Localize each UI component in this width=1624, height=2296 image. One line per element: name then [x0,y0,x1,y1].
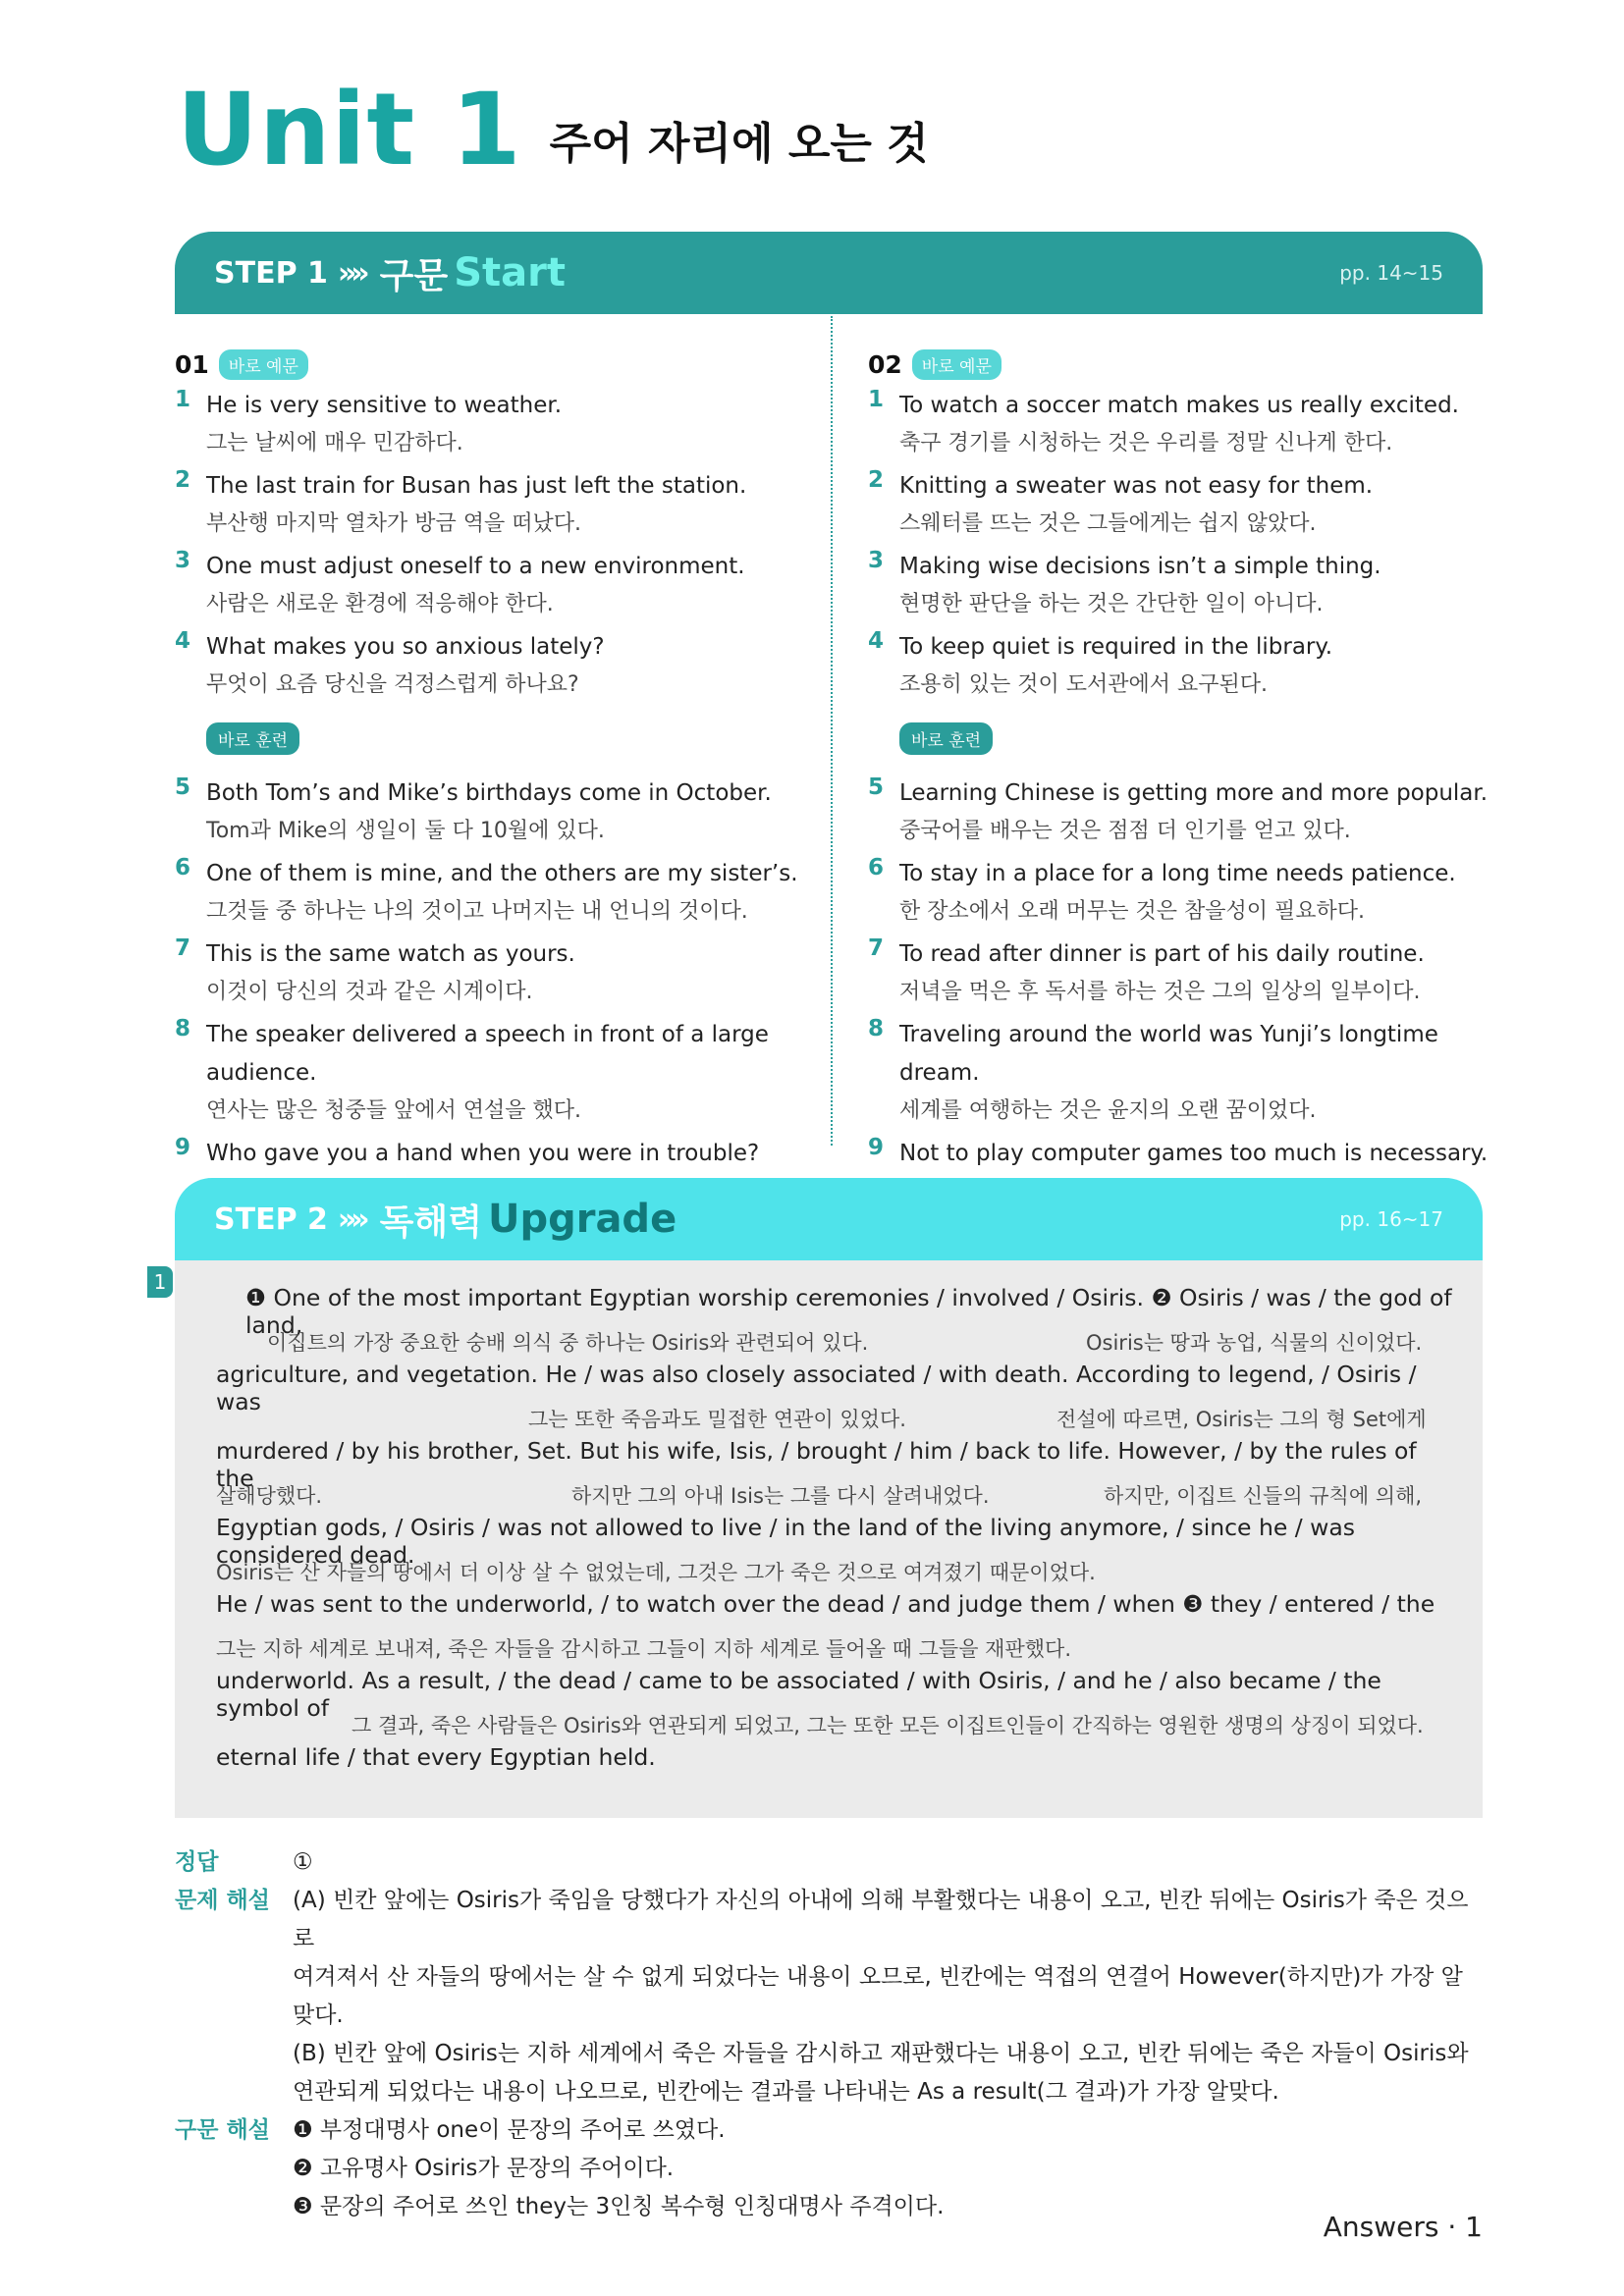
english-sentence: What makes you so anxious lately? [206,634,605,660]
korean-translation: 스웨터를 뜨는 것은 그들에게는 쉽지 않았다. [899,511,1317,536]
step2-en: Upgrade [487,1197,677,1242]
item-number: 9 [175,1135,191,1160]
step2-kr: 독해력 [379,1201,482,1243]
exercise-header [868,347,1496,381]
unit-title [177,72,929,188]
example-tag: 바로 예문 [912,349,1001,380]
example-item [175,628,803,703]
example-item [175,387,803,461]
passage-line: Egyptian gods, / Osiris / was not allowed to live / in the land of the living anymore, / since he / was considered dead. [216,1514,1356,1569]
syntax-line: ❶ 부정대명사 one이 문장의 주어로 쓰였다. [293,2117,726,2143]
item-number: 6 [175,855,191,881]
item-number: 2 [868,467,885,493]
passage-translation: 이집트의 가장 중요한 숭배 의식 중 하나는 Osiris와 관련되어 있다. [267,1331,869,1355]
example-item [868,548,1496,622]
passage-line: murdered / by his brother, Set. But his wife, Isis, / brought / him / back to life. However, / by the rules of the [216,1437,1417,1492]
item-number: 3 [868,548,885,573]
step2-label: STEP 2 [214,1201,328,1237]
item-number: 5 [868,774,885,800]
left-column [175,347,803,1209]
korean-translation: 그것들 중 하나는 나의 것이고 나머지는 내 언니의 것이다. [206,899,748,924]
english-sentence: One of them is mine, and the others are my sister’s. [206,861,798,886]
syntax-line: ❷ 고유명사 Osiris가 문장의 주어이다. [293,2156,675,2181]
example-item [175,935,803,1010]
english-sentence: Who gave you a hand when you were in trouble? [206,1141,760,1166]
answer-key-label: 정답 [175,1849,219,1875]
page-footer: Answers · 1 [1323,2211,1483,2243]
unit-subtitle: 주어 자리에 오는 것 [549,119,929,169]
step1-kr: 구문 [379,255,449,296]
english-sentence: Not to play computer games too much is necessary. [899,1141,1489,1166]
english-sentence: The speaker delivered a speech in front of a large audience. [206,1022,769,1086]
english-sentence: Traveling around the world was Yunji’s longtime dream. [899,1022,1438,1086]
practice-tag: 바로 훈련 [206,722,299,755]
example-item [175,467,803,542]
english-sentence: To read after dinner is part of his daily routine. [899,941,1425,967]
explanation-line: 여겨져서 산 자들의 땅에서는 살 수 없게 되었다는 내용이 오므로, 빈칸에는 역접의 연결어 However(하지만)가 가장 알맞다. [293,1964,1463,2028]
english-sentence: This is the same watch as yours. [206,941,575,967]
example-item [175,855,803,930]
syntax-row [175,2111,1483,2226]
example-tag: 바로 예문 [219,349,308,380]
korean-translation: 중국어를 배우는 것은 점점 더 인기를 얻고 있다. [899,819,1351,843]
item-number: 8 [868,1016,885,1041]
item-number: 7 [175,935,191,961]
example-item [868,935,1496,1010]
example-item [868,774,1496,849]
item-number: 9 [868,1135,885,1160]
answers-section [175,1843,1483,2226]
example-item [175,774,803,849]
passage-translation: 하지만 그의 아내 Isis는 그를 다시 살려내었다. [571,1484,990,1508]
unit-number: Unit 1 [177,72,522,188]
answer-key-row [175,1843,1483,1882]
korean-translation: Tom과 Mike의 생일이 둘 다 10월에 있다. [206,819,605,843]
step1-pages: pp. 14~15 [1339,261,1443,285]
explanation-label: 문제 해설 [175,1888,270,1913]
example-item [868,628,1496,703]
passage-translation: 살해당했다. [216,1484,323,1508]
korean-translation: 현명한 판단을 하는 것은 간단한 일이 아니다. [899,592,1324,616]
korean-translation: 저녁을 먹은 후 독서를 하는 것은 그의 일상의 일부이다. [899,980,1421,1004]
korean-translation: 이것이 당신의 것과 같은 시계이다. [206,980,533,1004]
exercise-header [175,347,803,381]
column-divider [831,316,833,1146]
english-sentence: To watch a soccer match makes us really excited. [899,393,1459,418]
english-sentence: Making wise decisions isn’t a simple thing. [899,554,1381,579]
step2-pages: pp. 16~17 [1339,1207,1443,1231]
explanation-line: (A) 빈칸 앞에는 Osiris가 죽임을 당했다가 자신의 아내에 의해 부활했다는 내용이 오고, 빈칸 뒤에는 Osiris가 죽은 것으로 [293,1888,1469,1951]
example-item [868,387,1496,461]
korean-translation: 세계를 여행하는 것은 윤지의 오랜 꿈이었다. [899,1098,1317,1123]
example-item [868,1016,1496,1129]
example-item [175,1016,803,1129]
item-number: 4 [868,628,885,654]
question-number: 1 [147,1266,173,1298]
explanation-line: (B) 빈칸 앞에 Osiris는 지하 세계에서 죽은 자들을 감시하고 재판했다는 내용이 오고, 빈칸 뒤에는 죽은 자들이 Osiris와 [293,2041,1469,2066]
korean-translation: 그는 날씨에 매우 민감하다. [206,431,463,455]
english-sentence: He is very sensitive to weather. [206,393,563,418]
item-number: 7 [868,935,885,961]
syntax-label: 구문 해설 [175,2117,270,2143]
korean-translation: 무엇이 요즘 당신을 걱정스럽게 하나요? [206,672,579,697]
passage-translation: 그는 또한 죽음과도 밀접한 연관이 있었다. [528,1408,906,1431]
passage-line: He / was sent to the underworld, / to watch over the dead / and judge them / when ❸ they / entered / the [216,1590,1435,1618]
example-item [868,467,1496,542]
passage-translation: 그는 지하 세계로 보내져, 죽은 자들을 감시하고 그들이 지하 세계로 들어올 때 그들을 재판했다. [216,1637,1071,1661]
passage-translation: 전설에 따르면, Osiris는 그의 형 Set에게 [1056,1408,1427,1431]
item-number: 5 [175,774,191,800]
korean-translation: 부산행 마지막 열차가 방금 역을 떠났다. [206,511,581,536]
passage-translation: Osiris는 산 자들의 땅에서 더 이상 살 수 없었는데, 그것은 그가 죽은 것으로 여겨졌기 때문이었다. [216,1561,1096,1584]
passage-line: ❶ One of the most important Egyptian worship ceremonies / involved / Osiris. ❷ Osiris / was / the god of land, [245,1284,1452,1339]
korean-translation: 조용히 있는 것이 도서관에서 요구된다. [899,672,1268,697]
syntax-line: ❸ 문장의 주어로 쓰인 they는 3인칭 복수형 인칭대명사 주격이다. [293,2194,945,2219]
korean-translation: 사람은 새로운 환경에 적응해야 한다. [206,592,554,616]
passage-translation: Osiris는 땅과 농업, 식물의 신이었다. [1086,1331,1423,1355]
item-number: 1 [175,387,191,412]
right-column [868,347,1496,1209]
step2-header [175,1178,1483,1260]
item-number: 1 [868,387,885,412]
step1-label: STEP 1 [214,255,328,291]
english-sentence: Learning Chinese is getting more and more popular. [899,780,1489,806]
english-sentence: Knitting a sweater was not easy for them. [899,473,1374,499]
item-number: 6 [868,855,885,881]
korean-translation: 축구 경기를 시청하는 것은 우리를 정말 신나게 한다. [899,431,1393,455]
english-sentence: To stay in a place for a long time needs patience. [899,861,1456,886]
item-number: 3 [175,548,191,573]
english-sentence: One must adjust oneself to a new environment. [206,554,745,579]
english-sentence: To keep quiet is required in the library. [899,634,1333,660]
passage-line: eternal life / that every Egyptian held. [216,1743,656,1771]
step1-header [175,232,1483,314]
passage-translation: 하지만, 이집트 신들의 규칙에 의해, [1104,1484,1423,1508]
practice-tag: 바로 훈련 [899,722,993,755]
chevron-icon: »» [337,255,364,291]
step1-en: Start [454,250,566,295]
exercise-number: 01 [175,349,209,379]
explanation-row [175,1882,1483,2111]
korean-translation: 연사는 많은 청중들 앞에서 연설을 했다. [206,1098,581,1123]
item-number: 8 [175,1016,191,1041]
passage-line: underworld. As a result, / the dead / came to be associated / with Osiris, / and he / also became / the symbol of [216,1667,1381,1722]
example-item [868,855,1496,930]
passage-translation: 그 결과, 죽은 사람들은 Osiris와 연관되게 되었고, 그는 또한 모든 이집트인들이 간직하는 영원한 생명의 상징이 되었다. [352,1714,1424,1737]
answer-key-value: ① [293,1849,313,1875]
english-sentence: Both Tom’s and Mike’s birthdays come in October. [206,780,772,806]
item-number: 2 [175,467,191,493]
chevron-icon: »» [337,1201,364,1237]
english-sentence: The last train for Busan has just left the station. [206,473,747,499]
passage-line: agriculture, and vegetation. He / was also closely associated / with death. According to legend, / Osiris / was [216,1361,1417,1415]
explanation-line: 연관되게 되었다는 내용이 나오므로, 빈칸에는 결과를 나타내는 As a result(그 결과)가 가장 알맞다. [293,2079,1279,2105]
exercise-number: 02 [868,349,902,379]
example-item [175,548,803,622]
item-number: 4 [175,628,191,654]
korean-translation: 한 장소에서 오래 머무는 것은 참을성이 필요하다. [899,899,1365,924]
